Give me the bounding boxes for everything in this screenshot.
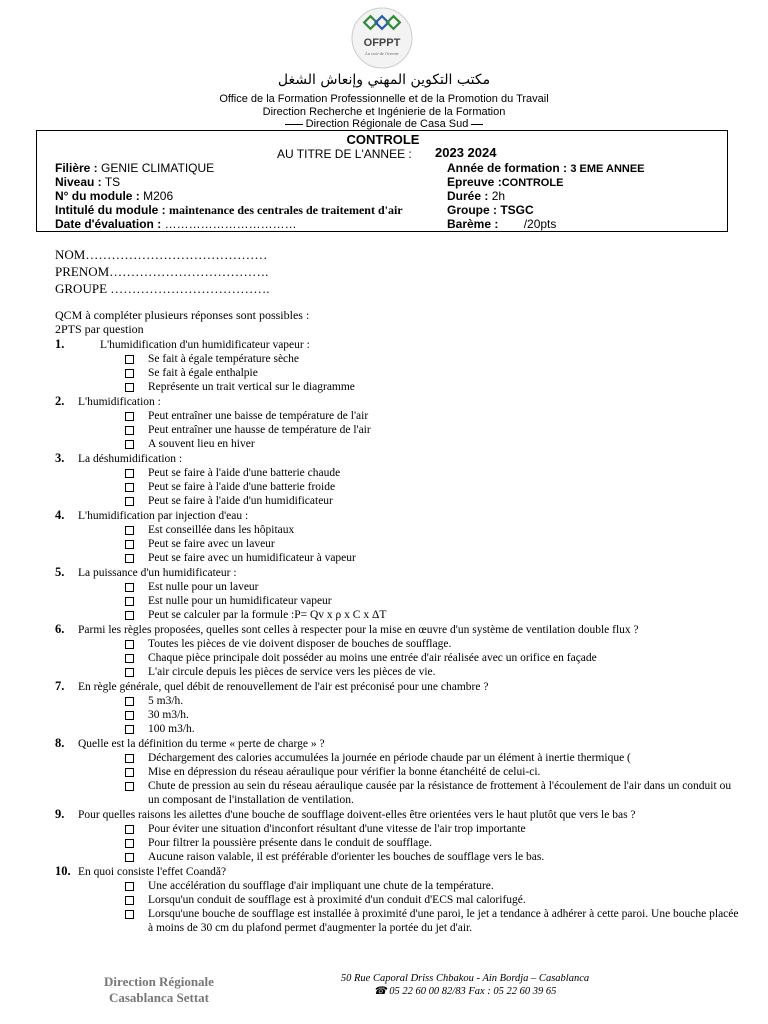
question-line bbox=[55, 864, 745, 879]
groupe-field[interactable]: GROUPE ………………………………. bbox=[55, 281, 270, 296]
niveau-label: Niveau : bbox=[55, 175, 102, 189]
nom-field[interactable]: NOM…………………………………… bbox=[55, 247, 268, 262]
checkbox-icon[interactable] bbox=[125, 910, 134, 919]
answer-option-text: Peut entraîner une hausse de température de l'air bbox=[148, 424, 371, 436]
question-line bbox=[55, 508, 745, 523]
question-item bbox=[55, 736, 745, 807]
module-number-label: N° du module : bbox=[55, 189, 140, 203]
answer-option-text: Est nulle pour un laveur bbox=[148, 581, 259, 593]
answer-option-text: Lorsqu'une bouche de soufflage est installée à proximité d'une paroi, le jet a tendance à adhérer à cette paroi. Une bouche placée à moins de 30 cm du plafond permet d'augmenter la portée du jet d'air. bbox=[148, 908, 739, 934]
checkbox-icon[interactable] bbox=[125, 583, 134, 592]
checkbox-icon[interactable] bbox=[125, 597, 134, 606]
svg-text:OFPPT: OFPPT bbox=[363, 37, 401, 49]
checkbox-icon[interactable] bbox=[125, 483, 134, 492]
question-item bbox=[55, 451, 745, 508]
checkbox-icon[interactable] bbox=[125, 469, 134, 478]
qcm-list bbox=[55, 337, 745, 935]
niveau-row bbox=[55, 175, 120, 189]
checkbox-icon[interactable] bbox=[125, 383, 134, 392]
module-number-value: M206 bbox=[143, 189, 174, 203]
exam-info-box bbox=[36, 130, 728, 232]
checkbox-icon[interactable] bbox=[125, 654, 134, 663]
filiere-row bbox=[55, 161, 214, 175]
direction-name: Direction Recherche et Ingénierie de la Formation bbox=[262, 105, 506, 118]
ofppt-logo-icon bbox=[348, 6, 416, 70]
duree-label: Durée : bbox=[447, 189, 489, 203]
answer-option-text: L'air circule depuis les pièces de service vers les pièces de vie. bbox=[148, 666, 436, 678]
question-line bbox=[55, 337, 745, 352]
question-text: L'humidification par injection d'eau : bbox=[78, 510, 249, 522]
module-title-label: Intitulé du module : bbox=[55, 203, 166, 217]
answer-option[interactable] bbox=[55, 836, 745, 850]
answer-option-text: Est conseillée dans les hôpitaux bbox=[148, 524, 295, 536]
question-text: Parmi les règles proposées, quelles sont celles à respecter pour la mise en œuvre d'un système de ventilation double flux ? bbox=[78, 624, 639, 636]
answer-option[interactable] bbox=[55, 380, 745, 394]
office-title bbox=[0, 93, 768, 118]
question-number: 7. bbox=[55, 679, 65, 693]
question-text: En règle générale, quel débit de renouvellement de l'air est préconisé pour une chambre ? bbox=[78, 681, 489, 693]
question-number: 5. bbox=[55, 565, 65, 579]
question-number: 2. bbox=[55, 394, 65, 408]
checkbox-icon[interactable] bbox=[125, 896, 134, 905]
question-number: 8. bbox=[55, 736, 65, 750]
question-item bbox=[55, 679, 745, 736]
answer-option-text: Se fait à égale température sèche bbox=[148, 353, 300, 365]
answer-option[interactable] bbox=[55, 466, 745, 480]
answer-option-text: Aucune raison valable, il est préférable d'orienter les bouches de soufflage vers le bas. bbox=[148, 851, 545, 863]
checkbox-icon[interactable] bbox=[125, 355, 134, 364]
answer-option-text: Se fait à égale enthalpie bbox=[148, 367, 258, 379]
answer-option[interactable] bbox=[55, 580, 745, 594]
answer-option-text: 100 m3/h. bbox=[148, 723, 195, 735]
checkbox-icon[interactable] bbox=[125, 540, 134, 549]
answer-option[interactable] bbox=[55, 437, 745, 451]
date-label: Date d'évaluation : bbox=[55, 217, 162, 231]
bareme-row bbox=[447, 217, 556, 231]
question-line bbox=[55, 565, 745, 580]
answer-option-text: 30 m3/h. bbox=[148, 709, 189, 721]
question-item bbox=[55, 565, 745, 622]
footer-phone: ☎ 05 22 60 00 82/83 Fax : 05 22 60 39 65 bbox=[373, 986, 557, 997]
date-row bbox=[55, 217, 297, 231]
answer-option-text: Peut se faire à l'aide d'une batterie froide bbox=[148, 481, 336, 493]
answer-option[interactable] bbox=[55, 665, 745, 679]
checkbox-icon[interactable] bbox=[125, 554, 134, 563]
checkbox-icon[interactable] bbox=[125, 725, 134, 734]
question-number: 3. bbox=[55, 451, 65, 465]
question-number: 9. bbox=[55, 807, 65, 821]
epreuve-row bbox=[447, 175, 563, 189]
student-identity bbox=[55, 246, 270, 297]
instructions bbox=[55, 308, 309, 336]
groupe-value: TSGC bbox=[500, 203, 534, 217]
answer-option[interactable] bbox=[55, 551, 745, 565]
footer-regional-line-1: Direction Régionale bbox=[104, 974, 214, 989]
ofppt-logo bbox=[348, 6, 416, 70]
checkbox-icon[interactable] bbox=[125, 426, 134, 435]
niveau-value: TS bbox=[104, 175, 121, 189]
checkbox-icon[interactable] bbox=[125, 768, 134, 777]
answer-option[interactable] bbox=[55, 722, 745, 736]
question-text: Quelle est la définition du terme « perte de charge » ? bbox=[78, 738, 325, 750]
prenom-field[interactable]: PRENOM………………………………. bbox=[55, 264, 269, 279]
checkbox-icon[interactable] bbox=[125, 754, 134, 763]
answer-option[interactable] bbox=[55, 352, 745, 366]
checkbox-icon[interactable] bbox=[125, 853, 134, 862]
question-number: 6. bbox=[55, 622, 65, 636]
checkbox-icon[interactable] bbox=[125, 882, 134, 891]
date-value: …………………………… bbox=[164, 217, 297, 231]
answer-option[interactable] bbox=[55, 366, 745, 380]
question-item bbox=[55, 508, 745, 565]
question-item bbox=[55, 337, 745, 394]
question-text: La déshumidification : bbox=[78, 453, 183, 465]
regional-direction bbox=[0, 118, 768, 130]
answer-option[interactable] bbox=[55, 850, 745, 864]
duree-value: 2h bbox=[491, 189, 506, 203]
answer-option-text: Est nulle pour un humidificateur vapeur bbox=[148, 595, 332, 607]
checkbox-icon[interactable] bbox=[125, 782, 134, 791]
answer-option-text: Peut se faire avec un humidificateur à vapeur bbox=[148, 552, 356, 564]
answer-option[interactable] bbox=[55, 409, 745, 423]
duree-row bbox=[447, 189, 505, 203]
checkbox-icon[interactable] bbox=[125, 440, 134, 449]
filiere-label: Filière : bbox=[55, 161, 98, 175]
module-title-row bbox=[55, 203, 403, 218]
question-line bbox=[55, 451, 745, 466]
answer-option[interactable] bbox=[55, 765, 745, 779]
footer-contact bbox=[300, 972, 630, 998]
answer-option-text: Pour éviter une situation d'inconfort résultant d'une vitesse de l'air trop importante bbox=[148, 823, 526, 835]
exam-subtitle: AU TITRE DE L'ANNEE : bbox=[277, 147, 412, 161]
checkbox-icon[interactable] bbox=[125, 640, 134, 649]
module-number-row bbox=[55, 189, 173, 203]
answer-option-text: Toutes les pièces de vie doivent disposer de bouches de soufflage. bbox=[148, 638, 452, 650]
answer-option[interactable] bbox=[55, 651, 745, 665]
question-item bbox=[55, 807, 745, 864]
answer-option[interactable] bbox=[55, 608, 745, 622]
groupe-label: Groupe : bbox=[447, 203, 497, 217]
groupe-row bbox=[447, 203, 534, 217]
question-number: 4. bbox=[55, 508, 65, 522]
answer-option[interactable] bbox=[55, 907, 745, 935]
svg-text:La voie de l'avenir: La voie de l'avenir bbox=[365, 51, 399, 56]
question-item bbox=[55, 864, 745, 935]
annee-label: Année de formation : bbox=[447, 161, 568, 175]
answer-option[interactable] bbox=[55, 594, 745, 608]
answer-option[interactable] bbox=[55, 423, 745, 437]
checkbox-icon[interactable] bbox=[125, 825, 134, 834]
checkbox-icon[interactable] bbox=[125, 697, 134, 706]
footer-regional bbox=[74, 974, 244, 1006]
answer-option[interactable] bbox=[55, 637, 745, 651]
question-text: En quoi consiste l'effet Coandă? bbox=[78, 866, 227, 878]
question-text: La puissance d'un humidificateur : bbox=[78, 567, 237, 579]
answer-option[interactable] bbox=[55, 822, 745, 836]
module-title-value: maintenance des centrales de traitement d'air bbox=[169, 203, 403, 217]
footer-regional-line-2: Casablanca Settat bbox=[108, 990, 210, 1005]
regional-direction-text: Direction Régionale de Casa Sud bbox=[305, 118, 469, 130]
instructions-line-1: QCM à compléter plusieurs réponses sont possibles : bbox=[55, 308, 310, 322]
epreuve-value: CONTROLE bbox=[501, 177, 564, 189]
checkbox-icon[interactable] bbox=[125, 611, 134, 620]
annee-row bbox=[447, 161, 645, 175]
answer-option[interactable] bbox=[55, 523, 745, 537]
question-number: 1. bbox=[55, 337, 65, 351]
answer-option[interactable] bbox=[55, 480, 745, 494]
answer-option-text: Peut se faire avec un laveur bbox=[148, 538, 275, 550]
bareme-label: Barème : bbox=[447, 217, 499, 231]
checkbox-icon[interactable] bbox=[125, 711, 134, 720]
annee-value: 3 EME ANNEE bbox=[570, 163, 645, 175]
question-line bbox=[55, 394, 745, 409]
answer-option-text: Mise en dépression du réseau aéraulique pour vérifier la bonne étanchéité de celui-ci. bbox=[148, 766, 541, 778]
answer-option[interactable] bbox=[55, 708, 745, 722]
question-line bbox=[55, 679, 745, 694]
answer-option[interactable] bbox=[55, 537, 745, 551]
answer-option[interactable] bbox=[55, 893, 745, 907]
answer-option[interactable] bbox=[55, 494, 745, 508]
footer-address: 50 Rue Caporal Driss Chbakou - Ain Bordja – Casablanca bbox=[340, 973, 590, 984]
answer-option[interactable] bbox=[55, 694, 745, 708]
answer-option-text: A souvent lieu en hiver bbox=[148, 438, 255, 450]
answer-option-text: Déchargement des calories accumulées la journée en période chaude par un élément à inertie thermique ( bbox=[148, 752, 631, 764]
answer-option-text: 5 m3/h. bbox=[148, 695, 184, 707]
epreuve-label: Epreuve : bbox=[447, 175, 502, 189]
answer-option-text: Peut se faire à l'aide d'une batterie chaude bbox=[148, 467, 341, 479]
answer-option-text: Représente un trait vertical sur le diagramme bbox=[148, 381, 355, 393]
office-name: Office de la Formation Professionnelle et de la Promotion du Travail bbox=[219, 93, 549, 105]
question-line bbox=[55, 736, 745, 751]
checkbox-icon[interactable] bbox=[125, 526, 134, 535]
arabic-org-name: مكتب التكوين المهني وإنعاش الشغل bbox=[277, 72, 491, 88]
bareme-value: /20pts bbox=[523, 217, 557, 231]
question-text: L'humidification : bbox=[78, 396, 161, 408]
checkbox-icon[interactable] bbox=[125, 369, 134, 378]
answer-option[interactable] bbox=[55, 751, 745, 765]
answer-option-text: Chaque pièce principale doit posséder au moins une entrée d'air réalisée avec un orifice en façade bbox=[148, 652, 597, 664]
answer-option[interactable] bbox=[55, 879, 745, 893]
question-number: 10. bbox=[55, 864, 71, 878]
answer-option-text: Chute de pression au sein du réseau aéraulique causée par la résistance de frottement à l'écoulement de l'air dans un conduit ou un composant de l'installation de ventilation. bbox=[148, 780, 732, 806]
exam-title: CONTROLE bbox=[346, 132, 420, 147]
question-item bbox=[55, 622, 745, 679]
question-text: Pour quelles raisons les ailettes d'une bouche de soufflage doivent-elles être orientées vers le haut plutôt que vers le bas ? bbox=[78, 809, 636, 821]
answer-option-text: Pour filtrer la poussière présente dans le conduit de soufflage. bbox=[148, 837, 433, 849]
answer-option-text: Peut entraîner une baisse de température de l'air bbox=[148, 410, 369, 422]
filiere-value: GENIE CLIMATIQUE bbox=[101, 161, 215, 175]
checkbox-icon[interactable] bbox=[125, 497, 134, 506]
answer-option-text: Peut se calculer par la formule :P= Qv x ρ x C x ΔT bbox=[148, 609, 387, 621]
checkbox-icon[interactable] bbox=[125, 668, 134, 677]
answer-option-text: Peut se faire à l'aide d'un humidificateur bbox=[148, 495, 333, 507]
exam-year: 2023 2024 bbox=[435, 145, 497, 160]
question-item bbox=[55, 394, 745, 451]
instructions-line-2: 2PTS par question bbox=[55, 322, 144, 336]
checkbox-icon[interactable] bbox=[125, 839, 134, 848]
question-line bbox=[55, 807, 745, 822]
answer-option[interactable] bbox=[55, 779, 745, 807]
answer-option-text: Lorsqu'un conduit de soufflage est à proximité d'un conduit d'ECS mal calorifugé. bbox=[148, 894, 526, 906]
checkbox-icon[interactable] bbox=[125, 412, 134, 421]
answer-option-text: Une accélération du soufflage d'air impliquant une chute de la température. bbox=[148, 880, 494, 892]
question-text: L'humidification d'un humidificateur vapeur : bbox=[100, 339, 310, 351]
question-line bbox=[55, 622, 745, 637]
